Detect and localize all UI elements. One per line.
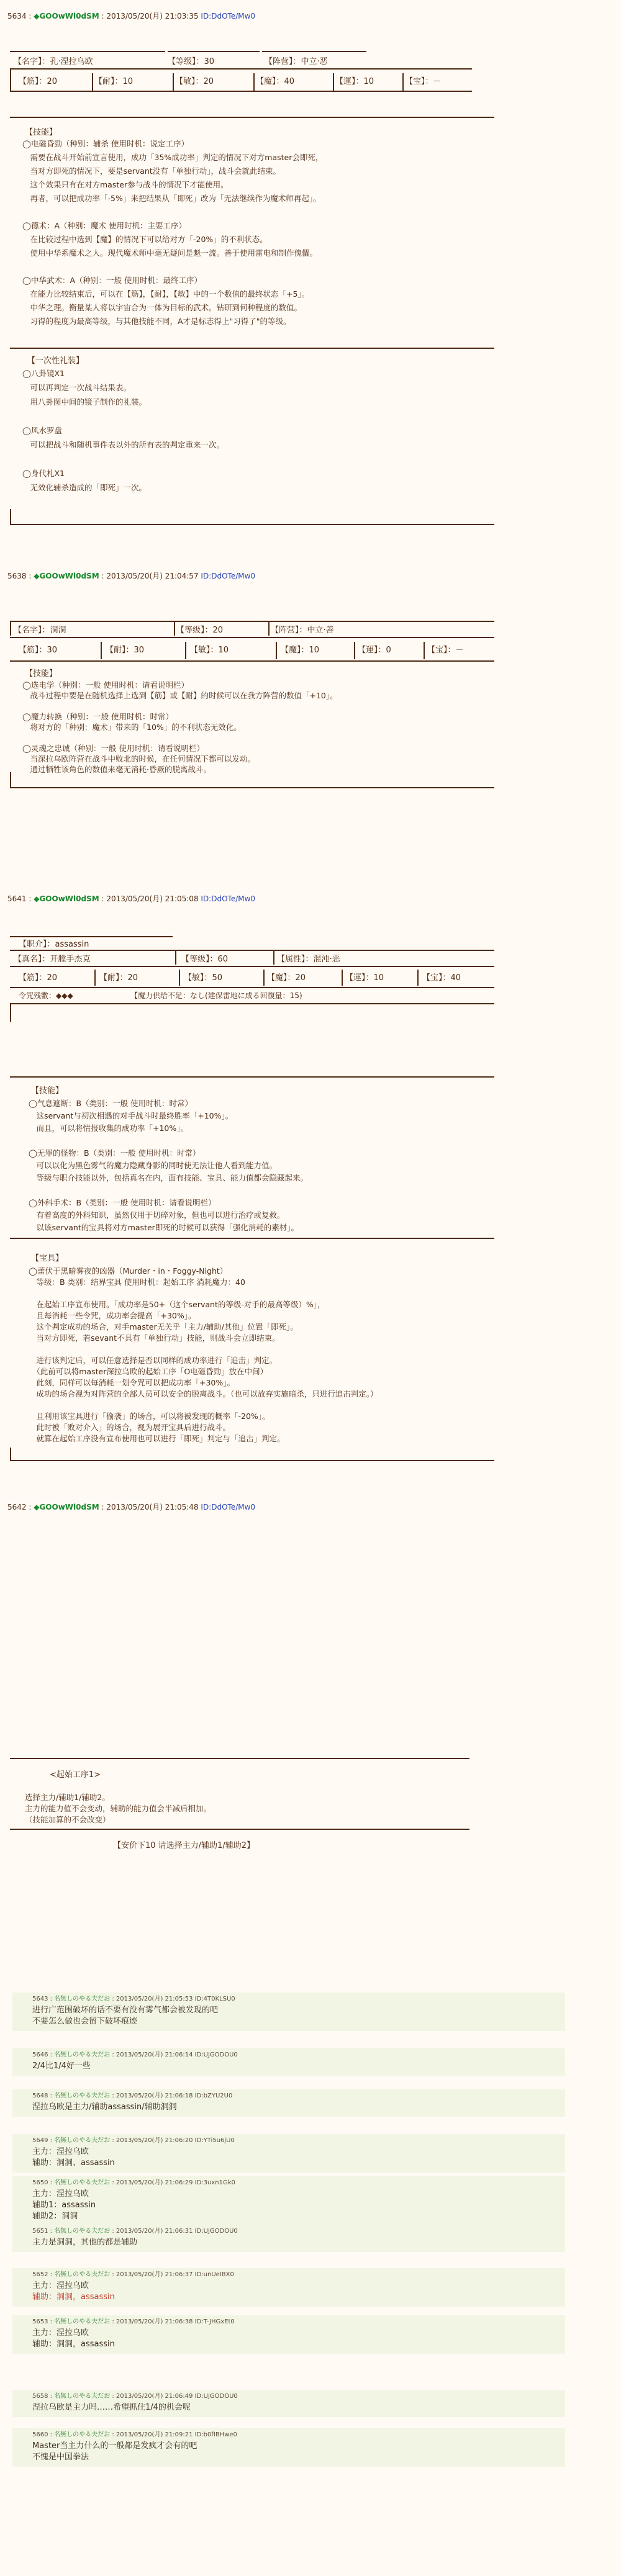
divider (179, 970, 180, 986)
reply-post (12, 1993, 565, 2031)
reply-meta: : 2013/05/20(月) 21:06:14 ID:UJGODOU0 (110, 2051, 238, 2058)
char-name: 【名字】：洞洞 (14, 626, 66, 635)
reply-poster-name[interactable]: 名無しのやる夫だお (54, 2271, 111, 2278)
text-line: 这个效果只有在对方master参与战斗的情况下才能使用。 (22, 180, 229, 189)
reply-post (12, 2428, 565, 2467)
poster-name[interactable]: ◆GOOwWl0dSM (34, 894, 99, 903)
stat: 【宝】：－ (405, 77, 442, 86)
post-number: 5634 : (7, 12, 34, 20)
divider (263, 970, 265, 986)
reply-number: 5652 : (32, 2271, 55, 2278)
reply-body (12, 2145, 565, 2173)
reply-body (12, 2187, 565, 2226)
reply-meta: : 2013/05/20(月) 21:06:20 ID:YTi5u6jU0 (110, 2137, 235, 2144)
char-class: 【职介】：assassin (19, 940, 89, 949)
text-line: 这个判定成功的场合，对手master无关乎「主力/辅助/其他」位置「即死」。 (29, 1322, 298, 1331)
reply-meta: : 2013/05/20(月) 21:06:37 ID:unUeIBX0 (110, 2271, 234, 2278)
divider (10, 1758, 469, 1759)
reply-header (12, 2315, 565, 2326)
reply-number: 5651 : (32, 2228, 55, 2235)
stat: 【筋】：30 (19, 646, 58, 655)
reply-poster-name[interactable]: 名無しのやる夫だお (54, 2393, 111, 2400)
divider (10, 117, 494, 118)
reply-header (12, 2268, 565, 2279)
stat: 【敏】：10 (190, 646, 229, 655)
reply-number: 5653 : (32, 2318, 55, 2325)
stat: 【魔】：10 (281, 646, 320, 655)
reply-poster-name[interactable]: 名無しのやる夫だお (54, 2318, 111, 2325)
mana-supply: 【魔力供给不足：なし(建保雷地に成る回復量：15) (130, 991, 302, 1000)
post-5641 (7, 894, 616, 904)
reply-header (12, 1993, 565, 2004)
stat: 【運】：0 (358, 646, 391, 655)
post-header (7, 894, 616, 904)
reply-post (12, 2225, 565, 2252)
reply-meta: : 2013/05/20(月) 21:06:18 ID:bZYU2U0 (110, 2092, 233, 2099)
text-line: ◯八卦镜X1 (22, 369, 65, 378)
reply-body (12, 2060, 565, 2076)
poster-id[interactable]: ID:DdOTe/Mw0 (201, 12, 256, 20)
poster-name[interactable]: ◆GOOwWl0dSM (34, 1503, 99, 1511)
poster-name[interactable]: ◆GOOwWl0dSM (34, 12, 99, 20)
text-line: 且每消耗一些令咒，成功率会提高「+30%」。 (29, 1311, 196, 1320)
post-number: 5638 : (7, 572, 34, 580)
reply-header (12, 2225, 565, 2236)
reply-poster-name[interactable]: 名無しのやる夫だお (54, 2179, 111, 2186)
text-line: 在比较过程中选到【魔】的情况下可以给对方「-20%」的不利状态。 (22, 235, 268, 244)
reply-poster-name[interactable]: 名無しのやる夫だお (54, 2092, 111, 2099)
text-line: ◯魔力转换（种别：一般 使用时机：时常） (22, 712, 173, 721)
divider (10, 1076, 494, 1078)
char-name: 【真名】：开膛手杰克 (14, 955, 91, 964)
stat: 【耐】：20 (99, 973, 138, 983)
stat: 【筋】：20 (19, 77, 58, 86)
reply-poster-name[interactable]: 名無しのやる夫だお (54, 2431, 111, 2438)
poster-id[interactable]: ID:DdOTe/Mw0 (201, 572, 256, 580)
reply-text: 主力：涅拉乌欧 辅助：洞洞、assassin (32, 2147, 115, 2168)
text-line: 需要在战斗开始前宣言使用，成功「35%成功率」判定的情况下对方master会即死， (22, 153, 324, 162)
reply-meta: : 2013/05/20(月) 21:06:38 ID:T-JHGxEt0 (110, 2318, 235, 2325)
reply-text: 主力：涅拉乌欧 辅助1：assassin 辅助2：洞洞 (32, 2189, 96, 2221)
post-number: 5641 : (7, 894, 34, 903)
stat: 【運】：10 (345, 973, 384, 983)
text-line: 等级：B 类别：结界宝具 使用时机：起始工序 消耗魔力：40 (29, 1277, 245, 1287)
divider (174, 622, 175, 636)
divider (273, 950, 274, 965)
stat: 【耐】：10 (94, 77, 134, 86)
reply-header (12, 2134, 565, 2145)
reply-poster-name[interactable]: 名無しのやる夫だお (54, 2228, 111, 2235)
post-date: : 2013/05/20(月) 21:03:35 (99, 12, 201, 20)
text-line: 无效化辅杀造成的「即死」一次。 (22, 483, 147, 492)
anchor-request: 【安价下10 请选择主力/辅助1/辅助2】 (113, 1841, 255, 1850)
text-line: （此前可以将master深拉乌欧的起始工序「O电磁昏勁」放在中间） (29, 1367, 268, 1376)
text-line: ◯无罪的怪物：B（类别：一般 使用时机：时常） (29, 1148, 201, 1158)
reply-number: 5648 : (32, 2092, 55, 2099)
divider (10, 950, 494, 951)
post-5638 (7, 571, 616, 581)
phase-line: 主力的能力值不会变动，辅助的能力值会半减后相加。 (25, 1804, 212, 1813)
divider (175, 950, 176, 965)
text-line: ◯气息遮断：B（类别：一般 使用时机：时常） (29, 1099, 193, 1108)
divider (402, 73, 404, 91)
stat: 【魔】：40 (256, 77, 295, 86)
text-line: 使用中华系魔术之人。现代魔术师中毫无疑问是魁一流。善于使用雷电和制作傀儡。 (22, 248, 318, 258)
reply-number: 5646 : (32, 2051, 55, 2058)
reply-number: 5649 : (32, 2137, 55, 2144)
divider (333, 73, 334, 91)
char-level: 【等级】：60 (181, 955, 229, 964)
reply-meta: : 2013/05/20(月) 21:09:21 ID:b0fIBHwe0 (110, 2431, 237, 2438)
items-title: 【一次性礼装】 (27, 356, 84, 366)
divider (424, 642, 425, 659)
divider (10, 1003, 11, 1022)
char-level: 【等级】：30 (168, 57, 215, 66)
divider (10, 637, 494, 638)
phase-line: （技能加算的不会改变） (25, 1815, 111, 1824)
post-header (7, 571, 616, 581)
divider (417, 970, 419, 986)
char-level: 【等级】：20 (176, 626, 224, 635)
divider (10, 91, 472, 92)
reply-meta: : 2013/05/20(月) 21:05:53 ID:4T0KLSU0 (110, 1996, 235, 2002)
poster-name[interactable]: ◆GOOwWl0dSM (34, 572, 99, 580)
text-line: 可以把战斗和随机事件表以外的所有表的判定重来一次。 (22, 440, 225, 449)
text-line: 再者，可以把成功率「-5%」来把结果从「即死」改为「无法继续作为魔术师再起」。 (22, 194, 321, 203)
divider (10, 509, 11, 524)
divider (10, 348, 494, 349)
reply-text: Master当主力什么的一般都是发疯才会有的吧 不愧是中国拳法 (32, 2441, 197, 2462)
reply-post (12, 2268, 565, 2307)
text-line: 此时被「败对介入」的场合，视为展开宝具后进行战斗。 (29, 1423, 231, 1432)
divider (354, 642, 355, 659)
reply-text: 2/4比1/4好一些 (32, 2061, 91, 2071)
text-line: 习得的程度为最高等级，与其他技能不同，A才是标志得上"习得了"的等级。 (22, 317, 291, 326)
skills-title: 【技能】 (25, 128, 58, 137)
reply-header (12, 2048, 565, 2060)
reply-number: 5660 : (32, 2431, 55, 2438)
reply-text: 主力是洞洞，其他的都是辅助 (32, 2238, 138, 2247)
text-line: 有着高度的外科知识，虽然仅用于切碎对象，但也可以进行治疗或复救。 (29, 1210, 285, 1220)
reply-text: 主力：涅拉乌欧 辅助：洞洞，assassin (32, 2328, 115, 2349)
reply-number: 5658 : (32, 2393, 55, 2400)
reply-body (12, 2439, 565, 2467)
divider (342, 970, 343, 986)
post-number: 5642 : (7, 1503, 34, 1511)
stat: 【筋】：20 (19, 973, 58, 983)
reply-body (12, 2004, 565, 2031)
divider (101, 642, 102, 659)
char-alignment: 【阵营】：中立·恶 (265, 57, 328, 66)
divider (10, 1460, 494, 1461)
text-line: 用八卦图中间的镜子制作的礼装。 (22, 397, 147, 407)
post-date: : 2013/05/20(月) 21:05:08 (99, 894, 201, 903)
divider (276, 642, 277, 659)
reply-post (12, 2390, 565, 2417)
divider (10, 524, 494, 525)
divider (10, 966, 494, 967)
text-line: 在起始工序宣布使用。「成功率是50+（这个servant的等级-对手的最高等级）%」， (29, 1300, 325, 1309)
divider (94, 970, 96, 986)
divider (10, 51, 165, 52)
post-header (7, 11, 616, 21)
text-line: 可以再判定一次战斗结果表。 (22, 383, 132, 392)
reply-post (12, 2176, 565, 2226)
reply-body (12, 2279, 565, 2307)
text-line: 将对方的「种别：魔术」带来的「10%」的不利状态无效化。 (22, 723, 242, 732)
divider (185, 642, 186, 659)
text-line: ◯电磁昏勁（种别：辅杀 使用时机：说定工序） (22, 139, 189, 148)
post-date: : 2013/05/20(月) 21:04:57 (99, 572, 201, 580)
phase-line: 选择主力/辅助1/辅助2。 (25, 1793, 110, 1802)
divider (10, 660, 494, 662)
reply-number: 5643 : (32, 1996, 55, 2002)
poster-id[interactable]: ID:DdOTe/Mw0 (201, 1503, 256, 1511)
skills-title: 【技能】 (31, 1086, 64, 1096)
reply-post (12, 2134, 565, 2173)
text-line: 当深拉乌欧阵营在战斗中败北的时候，在任何情况下都可以发动。 (22, 754, 256, 763)
reply-text: 主力：涅拉乌欧 (32, 2281, 89, 2290)
command-seals: 令咒残數：◆◆◆ (19, 991, 73, 1000)
reply-meta: : 2013/05/20(月) 21:06:31 ID:UJGODOU0 (110, 2228, 238, 2235)
divider (10, 1003, 494, 1004)
reply-header (12, 2428, 565, 2439)
text-line: 此刻，同样可以每消耗一划令咒可以把成功率「+30%」。 (29, 1378, 235, 1387)
reply-poster-name[interactable]: 名無しのやる夫だお (54, 2137, 111, 2144)
reply-header (12, 2390, 565, 2401)
char-alignment: 【阵营】：中立·善 (271, 626, 334, 635)
reply-post (12, 2315, 565, 2354)
reply-post (12, 2048, 565, 2076)
text-line: ◯蕾伏于黑暗雾夜的凶器（Murder・in・Foggy-Night） (29, 1266, 228, 1276)
stat: 【敏】：50 (184, 973, 223, 983)
divider (92, 73, 93, 91)
text-line: ◯德术：A（种别：魔术 使用时机：主要工序） (22, 221, 187, 230)
divider (253, 73, 255, 91)
reply-body (12, 2401, 565, 2417)
divider (10, 1829, 469, 1830)
divider (10, 772, 11, 787)
divider (10, 1448, 11, 1460)
reply-text: 涅拉乌欧是主力吗……希望抓住1/4的机会呢 (32, 2403, 191, 2412)
stat: 【耐】：30 (106, 646, 145, 655)
stat: 【宝】：40 (422, 973, 461, 983)
text-line: ◯外科手术：B（类别：一般 使用时机：请看说明栏） (29, 1198, 216, 1207)
reply-poster-name[interactable]: 名無しのやる夫だお (54, 2051, 111, 2058)
phase-title: <起始工序1> (50, 1770, 101, 1780)
text-line: ◯灵魂之忠诚（种别：一般 使用时机：请看说明栏） (22, 744, 204, 753)
divider (10, 1238, 494, 1239)
divider (10, 787, 494, 788)
reply-header (12, 2176, 565, 2187)
skills-title: 【技能】 (25, 669, 58, 678)
text-line: 进行该判定后，可以任意选择是否以同样的成功率进行「追击」判定。 (29, 1356, 278, 1365)
text-line: 且利用该宝具进行「偷袭」的场合，可以将被发现的概率「-20%」。 (29, 1412, 270, 1421)
post-5634 (7, 11, 616, 21)
text-line: 这servant与初次相遇的对手战斗时最终胜率「+10%」。 (29, 1111, 233, 1120)
reply-header (12, 2089, 565, 2101)
reply-text: 涅拉乌欧是主力/辅助assassin/辅助洞洞 (32, 2102, 177, 2112)
divider (168, 51, 260, 52)
divider (268, 622, 270, 636)
poster-id[interactable]: ID:DdOTe/Mw0 (201, 894, 256, 903)
text-line: ◯风水罗盘 (22, 426, 62, 435)
reply-poster-name[interactable]: 名無しのやる夫だお (54, 1996, 111, 2002)
text-line: 通过牺牲该角色的数值来毫无消耗·昏厥的脱离战斗。 (22, 765, 211, 774)
reply-text: 进行广范围破坏的话不要有没有雾气都会被发现的吧 不要怎么做也会留下破坏痕迹 (32, 2006, 219, 2026)
char-name: 【名字】：孔·涅拉乌欧 (14, 57, 93, 66)
np-title: 【宝具】 (31, 1254, 64, 1263)
text-line: 可以以化为黑色雾气的魔力隐藏身影的同时使无法让他人看到能力值。 (29, 1161, 278, 1170)
text-line: 成功的场合视为对阵营的全部人员可以安全的脱离战斗。（也可以放弃实施暗杀，只进行追击判定。） (29, 1389, 378, 1398)
stat: 【魔】：20 (267, 973, 306, 983)
stat: 【運】：10 (335, 77, 374, 86)
stat: 【宝】：－ (427, 646, 464, 655)
reply-body (12, 2326, 565, 2354)
reply-number: 5650 : (32, 2179, 55, 2186)
text-line: ◯身代札X1 (22, 469, 65, 478)
text-line: 战斗过程中要是在随机选择上选到【筋】或【耐】的时候可以在我方阵营的数值「+10」。 (22, 691, 338, 700)
text-line: 等级与职介技能以外，包括真名在内，面有技能、宝具、能力值都会隐藏起来。 (29, 1173, 309, 1182)
text-line: ◯选电学（种别：一般 使用时机：请看说明栏） (22, 680, 189, 690)
post-5642 (7, 1502, 616, 1512)
divider (10, 68, 472, 70)
divider (10, 987, 494, 988)
divider (10, 936, 173, 937)
text-line: 以该servant的宝具将对方master即死的时候可以获得「强化消耗的素材」。 (29, 1223, 299, 1232)
divider (10, 622, 11, 636)
text-line: 当对方即死，若sevant不具有「单独行动」技能，则战斗会立即结束。 (29, 1333, 280, 1343)
reply-body (12, 2101, 565, 2117)
text-line: ◯中华武术：A（种别：一般 使用时机：最终工序） (22, 276, 202, 285)
text-line: 就算在起始工序没有宣布使用也可以进行「即死」判定与「追击」判定。 (29, 1434, 285, 1443)
divider (173, 73, 174, 91)
text-line: 在能力比较结束后，可以在【筋】，【耐】，【敏】中的一个数值的最终状态「+5」。 (22, 289, 310, 299)
text-line: 而且，可以将情报收集的成功率「+10%」。 (29, 1124, 189, 1133)
divider (10, 621, 494, 622)
reply-post (12, 2089, 565, 2117)
reply-meta: : 2013/05/20(月) 21:06:49 ID:UJGODOU0 (110, 2393, 238, 2400)
post-date: : 2013/05/20(月) 21:05:48 (99, 1503, 201, 1511)
reply-text-highlight: 辅助：洞洞，assassin (32, 2292, 115, 2302)
text-line: 中华之理。衡量某人将以宇宙合为一体为目标的武术。钻研到何种程度的数值。 (22, 303, 302, 312)
post-header (7, 1502, 616, 1512)
divider (262, 51, 366, 52)
reply-meta: : 2013/05/20(月) 21:06:29 ID:3uxn1Gk0 (110, 2179, 235, 2186)
reply-body (12, 2236, 565, 2252)
stat: 【敏】：20 (175, 77, 214, 86)
char-attribute: 【属性】：混沌·恶 (277, 955, 340, 964)
text-line: 当对方即死的情况下，要是servant没有「单独行动」，战斗会就此结束。 (22, 166, 281, 176)
divider (10, 68, 11, 92)
